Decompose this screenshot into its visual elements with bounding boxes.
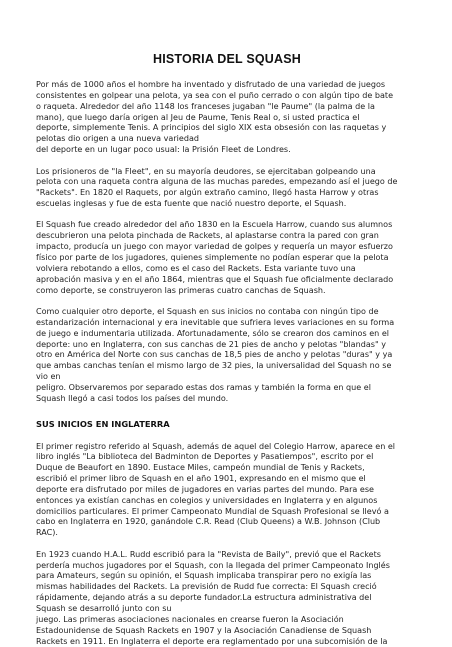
paragraph-line: o raqueta. Alrededor del año 1148 los franceses jugaban "le Paume" (la palma de la <box>36 102 418 113</box>
paragraph-line: Los prisioneros de "la Fleet", en su mayoría deudores, se ejercitaban golpeando una <box>36 167 418 178</box>
paragraph-line: Squash se desarrolló junto con su <box>36 604 418 615</box>
paragraph-line: del deporte en un lugar poco usual: la Prisión Fleet de Londres. <box>36 145 418 156</box>
paragraph-line: impacto, producía un juego con mayor variedad de golpes y requería un mayor esfuerzo <box>36 242 418 253</box>
paragraph-line: pelotas dio origen a una nueva variedad <box>36 134 418 145</box>
paragraph <box>36 307 418 405</box>
paragraph-line: Duque de Beaufort en 1890. Eustace Miles, campeón mundial de Tenis y Rackets, <box>36 463 418 474</box>
paragraph-line: domicilios particulares. El primer Campeonato Mundial de Squash Profesional se llevó a <box>36 507 418 518</box>
paragraph-line: El Squash fue creado alrededor del año 1830 en la Escuela Harrow, cuando sus alumnos <box>36 220 418 231</box>
paragraph-line: deporte: uno en Inglaterra, con sus canchas de 21 pies de ancho y pelotas "blandas" y <box>36 340 418 351</box>
paragraph-line: estandarización internacional y era inevitable que sufriera leves variaciones en su forma <box>36 318 418 329</box>
paragraph-line: escribió el primer libro de Squash en el año 1901, expresando en el mismo que el <box>36 474 418 485</box>
paragraph-line: que ambas canchas tenían el mismo largo de 32 pies, la universalidad del Squash no se <box>36 361 418 372</box>
paragraph-line: libro inglés "La biblioteca del Badminton de Deportes y Pasatiempos", escrito por el <box>36 452 418 463</box>
paragraph-line: rápidamente, dejando atrás a su deporte fundador.La estructura administrativa del <box>36 593 418 604</box>
paragraph <box>36 220 418 296</box>
paragraph-line: perdería muchos jugadores por el Squash, con la llegada del primer Campeonato Inglés <box>36 561 418 572</box>
paragraph-line: Como cualquier otro deporte, el Squash en sus inicios no contaba con ningún tipo de <box>36 307 418 318</box>
paragraph-line: descubrieron una pelota pinchada de Rackets, al aplastarse contra la pared con gran <box>36 231 418 242</box>
paragraph-line: pelota con una raqueta contra alguna de las muchas paredes, empezando así el juego de <box>36 177 418 188</box>
paragraph-line: peligro. Observaremos por separado estas dos ramas y también la forma en que el <box>36 383 418 394</box>
paragraph-line: cabo en Inglaterra en 1920, ganándole C.R. Read (Club Queens) a W.B. Johnson (Club <box>36 517 418 528</box>
inicios-inglaterra-section <box>36 442 418 647</box>
paragraph-line: "Rackets". En 1820 el Raquets, por algún extraño camino, llegó hasta Harrow y otras <box>36 188 418 199</box>
paragraph-line: En 1923 cuando H.A.L. Rudd escribió para la "Revista de Baily", previó que el Rackets <box>36 550 418 561</box>
paragraph-line: consistentes en golpear una pelota, ya sea con el puño cerrado o con algún tipo de bate <box>36 91 418 102</box>
paragraph-line: de juego e indumentaria utilizada. Afortunadamente, sólo se crearon dos caminos en el <box>36 329 418 340</box>
paragraph-line: Por más de 1000 años el hombre ha inventado y disfrutado de una variedad de juegos <box>36 80 418 91</box>
paragraph-line: Rackets en 1911. En Inglaterra el deporte era reglamentado por una subcomisión de la <box>36 637 418 647</box>
paragraph-line: mano), que luego daría origen al Jeu de Paume, Tenis Real o, si usted practica el <box>36 113 418 124</box>
paragraph <box>36 442 418 540</box>
paragraph <box>36 80 418 156</box>
intro-section <box>36 80 418 405</box>
section-heading-inicios-inglaterra: SUS INICIOS EN INGLATERRA <box>36 419 418 430</box>
paragraph-line: RAC). <box>36 528 418 539</box>
paragraph-line: volviera rebotando a ellos, como es el caso del Rackets. Esta variante tuvo una <box>36 264 418 275</box>
page-title: HISTORIA DEL SQUASH <box>36 52 418 66</box>
paragraph-line: mismas habilidades del Rackets. La previsión de Rudd fue correcta: El Squash creció <box>36 582 418 593</box>
paragraph-line: aprobación masiva y en el año 1864, mientras que el Squash fue oficialmente declarado <box>36 275 418 286</box>
paragraph <box>36 550 418 647</box>
paragraph-line: vio en <box>36 372 418 383</box>
paragraph-line: Squash llegó a casi todos los países del mundo. <box>36 394 418 405</box>
paragraph-line: escuelas inglesas y fue de esta fuente que nació nuestro deporte, el Squash. <box>36 199 418 210</box>
paragraph-line: El primer registro referido al Squash, además de aquel del Colegio Harrow, aparece en el <box>36 442 418 453</box>
paragraph <box>36 167 418 210</box>
paragraph-line: otro en América del Norte con sus canchas de 18,5 pies de ancho y pelotas "duras" y ya <box>36 350 418 361</box>
paragraph-line: como deporte, se construyeron las primeras cuatro canchas de Squash. <box>36 286 418 297</box>
paragraph-line: deporte, simplemente Tenis. A principios del siglo XIX esta obsesión con las raquetas y <box>36 123 418 134</box>
paragraph-line: físico por parte de los jugadores, quienes simplemente no podían esperar que la pelota <box>36 253 418 264</box>
paragraph-line: para Amateurs, según su opinión, el Squash implicaba transpirar pero no exigía las <box>36 571 418 582</box>
paragraph-line: Estadounidense de Squash Rackets en 1907 y la Asociación Canadiense de Squash <box>36 626 418 637</box>
paragraph-line: juego. Las primeras asociaciones nacionales en crearse fueron la Asociación <box>36 615 418 626</box>
paragraph-line: entonces ya existían canchas en colegios y universidades en Inglaterra y en algunos <box>36 496 418 507</box>
paragraph-line: deporte era disfrutado por miles de jugadores en varias partes del mundo. Para ese <box>36 485 418 496</box>
